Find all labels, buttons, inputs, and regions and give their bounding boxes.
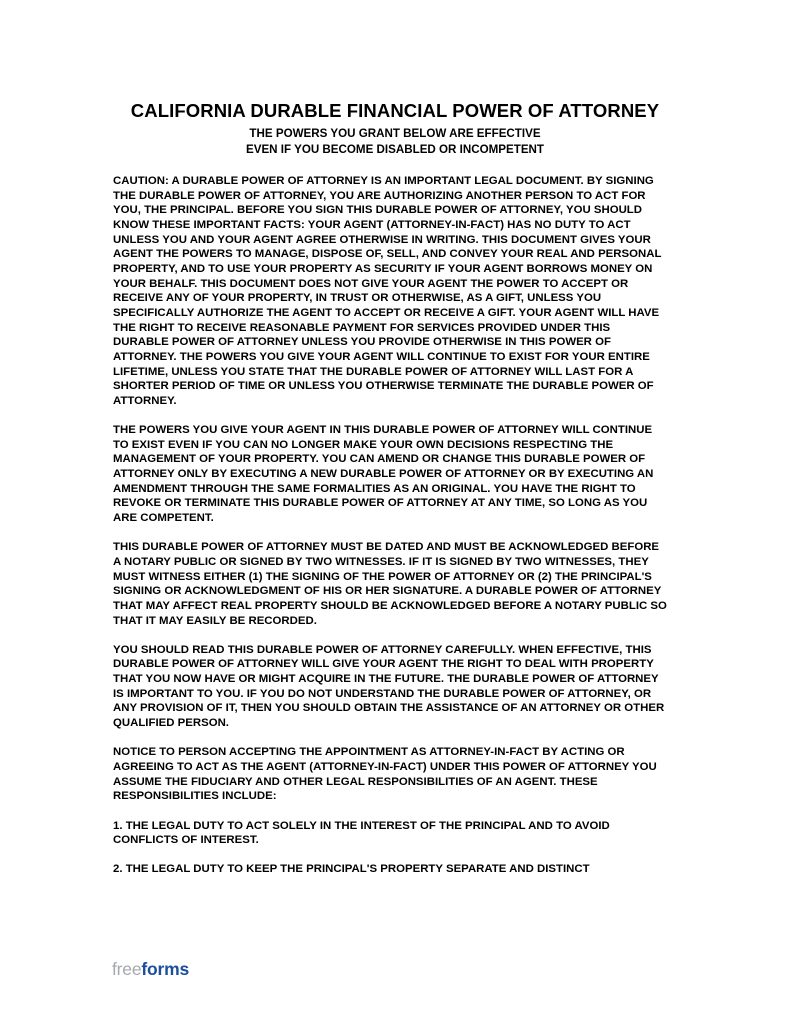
subtitle-line-1: THE POWERS YOU GRANT BELOW ARE EFFECTIVE — [249, 127, 541, 140]
logo-text-forms: forms — [141, 959, 189, 979]
freeforms-logo — [112, 961, 189, 979]
subtitle-line-2: EVEN IF YOU BECOME DISABLED OR INCOMPETENT — [245, 143, 545, 157]
document-subtitle — [0, 126, 790, 158]
paragraph-notarization: THIS DURABLE POWER OF ATTORNEY MUST BE DATED AND MUST BE ACKNOWLEDGED BEFORE A NOTARY PUBLIC OR SIGNED BY TWO WITNESSES. IF IT IS SIGNED BY TWO WITNESSES, THEY MUST WITNESS EITHER (1) THE SIGNING OF THE POWER OF ATTORNEY OR (2) THE PRINCIPAL'S SIGNING OR ACKNOWLEDGMENT OF HIS OR HER SIGNATURE. A DURABLE POWER OF ATTORNEY THAT MAY AFFECT REAL PROPERTY SHOULD BE ACKNOWLEDGED BEFORE A NOTARY PUBLIC SO THAT IT MAY EASILY BE RECORDED. — [113, 541, 671, 627]
paragraph-caution: CAUTION: A DURABLE POWER OF ATTORNEY IS AN IMPORTANT LEGAL DOCUMENT. BY SIGNING THE DURABLE POWER OF ATTORNEY, YOU ARE AUTHORIZING ANOTHER PERSON TO ACT FOR YOU, THE PRINCIPAL. BEFORE YOU SIGN THIS DURABLE POWER OF ATTORNEY, YOU SHOULD KNOW THESE IMPORTANT FACTS: YOUR AGENT (ATTORNEY-IN-FACT) HAS NO DUTY TO ACT UNLESS YOU AND YOUR AGENT AGREE OTHERWISE IN WRITING. THIS DOCUMENT GIVES YOUR AGENT THE POWERS TO MANAGE, DISPOSE OF, SELL, AND CONVEY YOUR REAL AND PERSONAL PROPERTY, AND TO USE YOUR PROPERTY AS SECURITY IF YOUR AGENT BORROWS MONEY ON YOUR BEHALF. THIS DOCUMENT DOES NOT GIVE YOUR AGENT THE POWER TO ACCEPT OR RECEIVE ANY OF YOUR PROPERTY, IN TRUST OR OTHERWISE, AS A GIFT, UNLESS YOU SPECIFICALLY AUTHORIZE THE AGENT TO ACCEPT OR RECEIVE A GIFT. YOUR AGENT WILL HAVE THE RIGHT TO RECEIVE REASONABLE PAYMENT FOR SERVICES PROVIDED UNDER THIS DURABLE POWER OF ATTORNEY UNLESS YOU PROVIDE OTHERWISE IN THIS POWER OF ATTORNEY. THE POWERS YOU GIVE YOUR AGENT WILL CONTINUE TO EXIST FOR YOUR ENTIRE LIFETIME, UNLESS YOU STATE THAT THE DURABLE POWER OF ATTORNEY WILL LAST FOR A SHORTER PERIOD OF TIME OR UNLESS YOU OTHERWISE TERMINATE THE DURABLE POWER OF ATTORNEY. — [113, 175, 665, 407]
page-title: CALIFORNIA DURABLE FINANCIAL POWER OF ATTORNEY — [130, 100, 660, 122]
paragraph-duty-item-2: 2. THE LEGAL DUTY TO KEEP THE PRINCIPAL'S PROPERTY SEPARATE AND DISTINCT — [113, 863, 590, 876]
document-body — [113, 174, 669, 877]
paragraph-notice-to-agent: NOTICE TO PERSON ACCEPTING THE APPOINTMENT AS ATTORNEY-IN-FACT BY ACTING OR AGREEING TO ACT AS THE AGENT (ATTORNEY-IN-FACT) UNDER THIS POWER OF ATTORNEY YOU ASSUME THE FIDUCIARY AND OTHER LEGAL RESPONSIBILITIES OF AN AGENT. THESE RESPONSIBILITIES INCLUDE: — [113, 746, 660, 803]
paragraph-powers-continue: THE POWERS YOU GIVE YOUR AGENT IN THIS DURABLE POWER OF ATTORNEY WILL CONTINUE TO EXIST EVEN IF YOU CAN NO LONGER MAKE YOUR OWN DECISIONS RESPECTING THE MANAGEMENT OF YOUR PROPERTY. YOU CAN AMEND OR CHANGE THIS DURABLE POWER OF ATTORNEY ONLY BY EXECUTING A NEW DURABLE POWER OF ATTORNEY OR BY EXECUTING AN AMENDMENT THROUGH THE SAME FORMALITIES AS AN ORIGINAL. YOU HAVE THE RIGHT TO REVOKE OR TERMINATE THIS DURABLE POWER OF ATTORNEY AT ANY TIME, SO LONG AS YOU ARE COMPETENT. — [113, 424, 657, 525]
paragraph-read-carefully: YOU SHOULD READ THIS DURABLE POWER OF ATTORNEY CAREFULLY. WHEN EFFECTIVE, THIS DURABLE POWER OF ATTORNEY WILL GIVE YOUR AGENT THE RIGHT TO DEAL WITH PROPERTY THAT YOU NOW HAVE OR MIGHT ACQUIRE IN THE FUTURE. THE DURABLE POWER OF ATTORNEY IS IMPORTANT TO YOU. IF YOU DO NOT UNDERSTAND THE DURABLE POWER OF ATTORNEY, OR ANY PROVISION OF IT, THEN YOU SHOULD OBTAIN THE ASSISTANCE OF AN ATTORNEY OR OTHER QUALIFIED PERSON. — [113, 643, 668, 730]
paragraph-duty-item-1: 1. THE LEGAL DUTY TO ACT SOLELY IN THE INTEREST OF THE PRINCIPAL AND TO AVOID CONFLICTS OF INTEREST. — [113, 819, 613, 847]
logo-text-free: free — [112, 959, 142, 979]
